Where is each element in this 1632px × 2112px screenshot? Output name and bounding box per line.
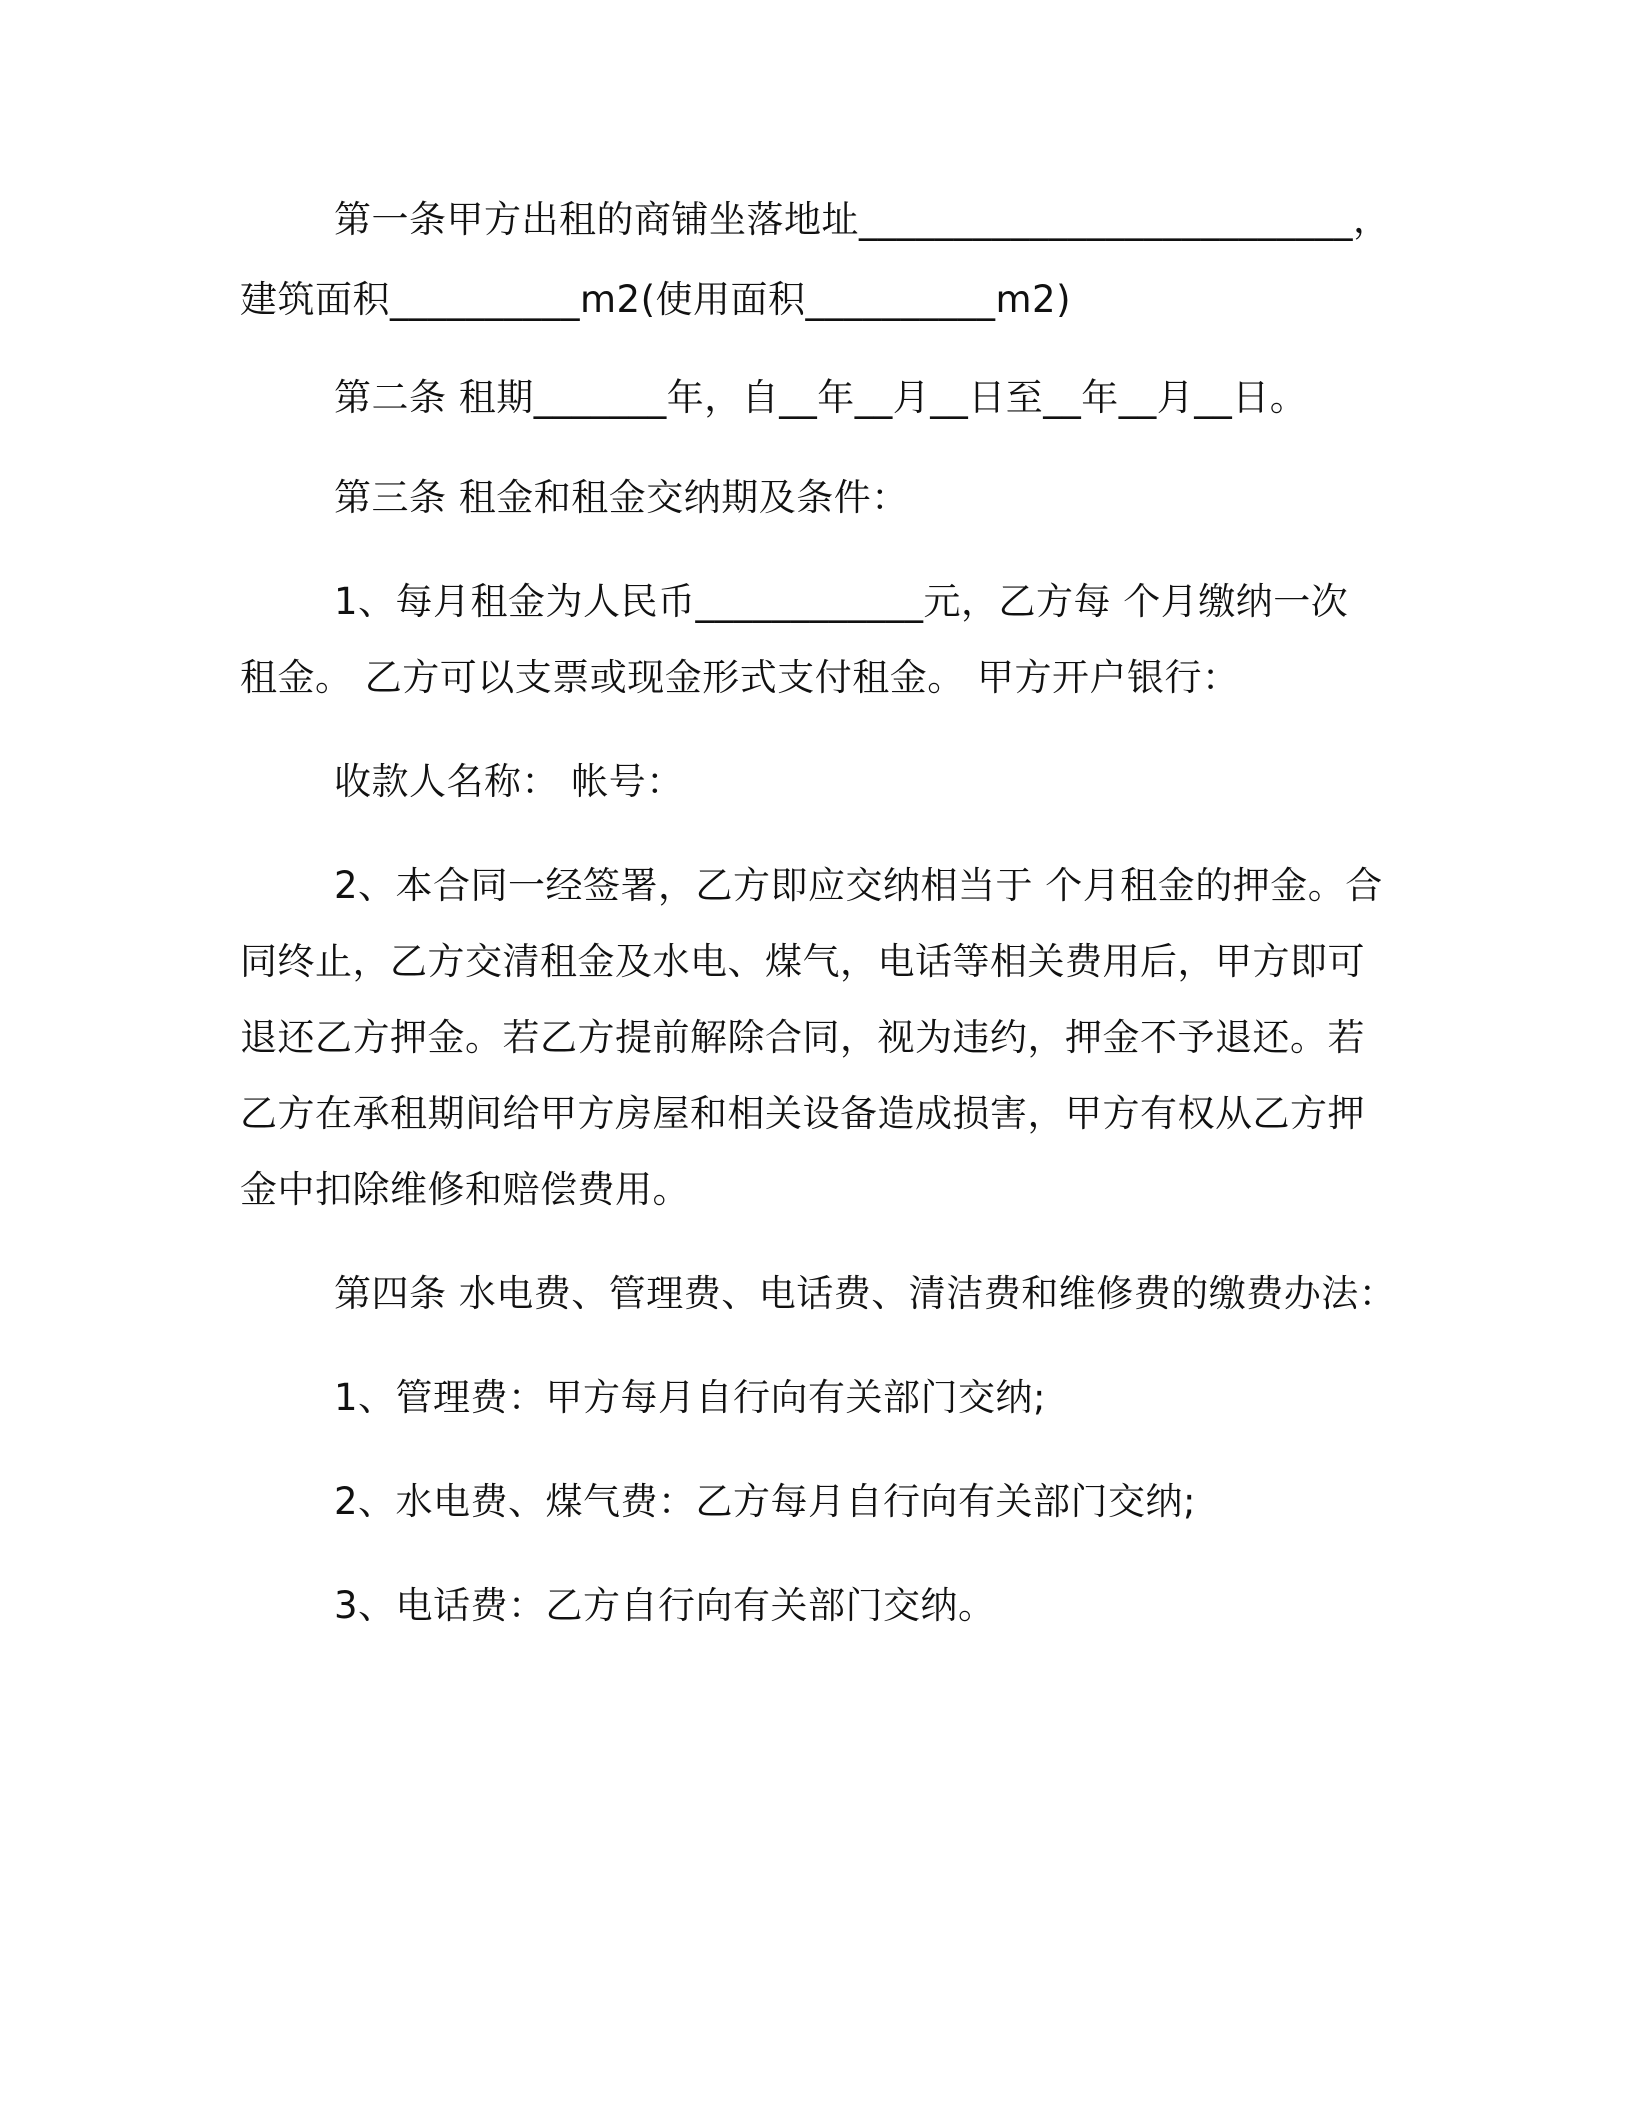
article-3-payee-line: 收款人名称： 帐号： [334, 760, 684, 803]
article-4-item-3: 3、电话费：乙方自行向有关部门交纳。 [334, 1584, 996, 1627]
article-3-heading: 第三条 租金和租金交纳期及条件： [334, 476, 909, 519]
article-1-line-2: 建筑面积__________m2(使用面积__________m2) [240, 278, 1072, 321]
article-3-item-2-line-4: 乙方在承租期间给甲方房屋和相关设备造成损害，甲方有权从乙方押 [240, 1092, 1365, 1135]
article-4-heading: 第四条 水电费、管理费、电话费、清洁费和维修费的缴费办法： [334, 1272, 1397, 1315]
article-3-item-2-line-3: 退还乙方押金。若乙方提前解除合同，视为违约，押金不予退还。若 [240, 1016, 1365, 1059]
article-2-line-1: 第二条 租期_______年，自__年__月__日至__年__月__日。 [334, 376, 1308, 419]
article-3-item-1-line-1: 1、每月租金为人民币____________元，乙方每 个月缴纳一次 [334, 580, 1349, 623]
article-3-item-1-line-2: 租金。 乙方可以支票或现金形式支付租金。 甲方开户银行： [240, 656, 1240, 699]
article-1-line-1: 第一条甲方出租的商铺坐落地址__________________________， [334, 198, 1391, 241]
article-4-item-2: 2、水电费、煤气费：乙方每月自行向有关部门交纳; [334, 1480, 1197, 1523]
article-3-item-2-line-5: 金中扣除维修和赔偿费用。 [240, 1168, 690, 1211]
article-3-item-2-line-2: 同终止，乙方交清租金及水电、煤气，电话等相关费用后，甲方即可 [240, 940, 1365, 983]
article-4-item-1: 1、管理费：甲方每月自行向有关部门交纳; [334, 1376, 1047, 1419]
article-3-item-2-line-1: 2、本合同一经签署，乙方即应交纳相当于 个月租金的押金。合 [334, 864, 1383, 907]
